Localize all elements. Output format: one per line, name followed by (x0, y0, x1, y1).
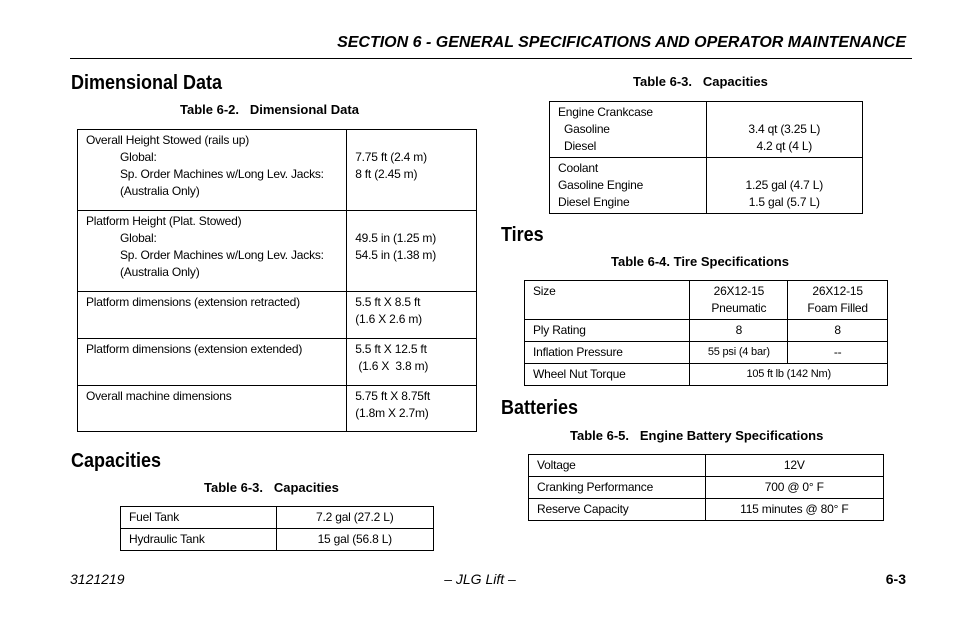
batteries-table (528, 454, 884, 521)
doc-number: 3121219 (70, 571, 125, 587)
table-cell: 7.2 gal (27.2 L) (276, 507, 433, 529)
tires-caption: Table 6-4. Tire Specifications (611, 254, 789, 269)
table-row (525, 320, 888, 342)
table-row (529, 455, 884, 477)
header-rule (70, 58, 912, 59)
batteries-caption: Table 6-5. Engine Battery Specifications (570, 428, 824, 443)
table-cell: 55 psi (4 bar) (690, 342, 788, 364)
table-row (78, 130, 477, 211)
table-cell: Platform Height (Plat. Stowed) Global: Sp. Order Machines w/Long Lev. Jacks: (Australia Only) (78, 211, 347, 292)
table-row (78, 339, 477, 386)
dimensional-heading: Dimensional Data (71, 72, 223, 94)
table-cell: 5.5 ft X 12.5 ft (1.6 X 3.8 m) (347, 339, 477, 386)
table-row (78, 292, 477, 339)
table-row (529, 477, 884, 499)
table-row (78, 386, 477, 432)
table-cell: Wheel Nut Torque (525, 364, 690, 386)
table-cell: Ply Rating (525, 320, 690, 342)
batteries-heading: Batteries (501, 397, 579, 419)
capacities2-table (549, 101, 863, 214)
section-header: SECTION 6 - GENERAL SPECIFICATIONS AND OPERATOR MAINTENANCE (337, 34, 906, 51)
table-row (525, 281, 888, 320)
table-row (121, 507, 434, 529)
table-cell: Overall machine dimensions (78, 386, 347, 432)
capacities2-caption: Table 6-3. Capacities (633, 74, 768, 89)
dimensional-caption: Table 6-2. Dimensional Data (180, 102, 359, 117)
table-cell: 5.5 ft X 8.5 ft (1.6 X 2.6 m) (347, 292, 477, 339)
table-cell: 26X12-15 Foam Filled (788, 281, 888, 320)
table-row (78, 211, 477, 292)
capacities-heading: Capacities (71, 450, 162, 472)
table-cell: Voltage (529, 455, 706, 477)
tires-table (524, 280, 888, 386)
table-cell: 5.75 ft X 8.75ft (1.8m X 2.7m) (347, 386, 477, 432)
table-row (550, 158, 863, 214)
table-cell: Hydraulic Tank (121, 529, 277, 551)
table-cell: Size (525, 281, 690, 320)
table-row (525, 364, 888, 386)
capacities-caption: Table 6-3. Capacities (204, 480, 339, 495)
table-cell: Reserve Capacity (529, 499, 706, 521)
table-cell: 3.4 qt (3.25 L) 4.2 qt (4 L) (706, 102, 862, 158)
table-cell: 26X12-15 Pneumatic (690, 281, 788, 320)
table-cell: 7.75 ft (2.4 m) 8 ft (2.45 m) (347, 130, 477, 211)
capacities-table (120, 506, 434, 551)
table-cell: Fuel Tank (121, 507, 277, 529)
table-cell: -- (788, 342, 888, 364)
table-cell: 12V (705, 455, 883, 477)
table-cell: Platform dimensions (extension retracted) (78, 292, 347, 339)
table-cell: Cranking Performance (529, 477, 706, 499)
table-cell: Platform dimensions (extension extended) (78, 339, 347, 386)
table-row (550, 102, 863, 158)
table-row (525, 342, 888, 364)
dimensional-table (77, 129, 477, 432)
table-cell: Inflation Pressure (525, 342, 690, 364)
table-cell: 1.25 gal (4.7 L) 1.5 gal (5.7 L) (706, 158, 862, 214)
table-cell: 700 @ 0° F (705, 477, 883, 499)
table-row (121, 529, 434, 551)
table-cell: Overall Height Stowed (rails up) Global: Sp. Order Machines w/Long Lev. Jacks: (Australia Only) (78, 130, 347, 211)
page-number: 6-3 (885, 571, 906, 587)
table-cell: 15 gal (56.8 L) (276, 529, 433, 551)
tires-heading: Tires (501, 224, 544, 246)
table-cell: 8 (788, 320, 888, 342)
table-cell: 8 (690, 320, 788, 342)
footer-center: – JLG Lift – (444, 571, 516, 587)
table-cell: 49.5 in (1.25 m) 54.5 in (1.38 m) (347, 211, 477, 292)
table-cell: Coolant Gasoline Engine Diesel Engine (550, 158, 707, 214)
table-cell: 115 minutes @ 80° F (705, 499, 883, 521)
table-cell: Engine Crankcase Gasoline Diesel (550, 102, 707, 158)
table-cell: 105 ft lb (142 Nm) (690, 364, 888, 386)
table-row (529, 499, 884, 521)
